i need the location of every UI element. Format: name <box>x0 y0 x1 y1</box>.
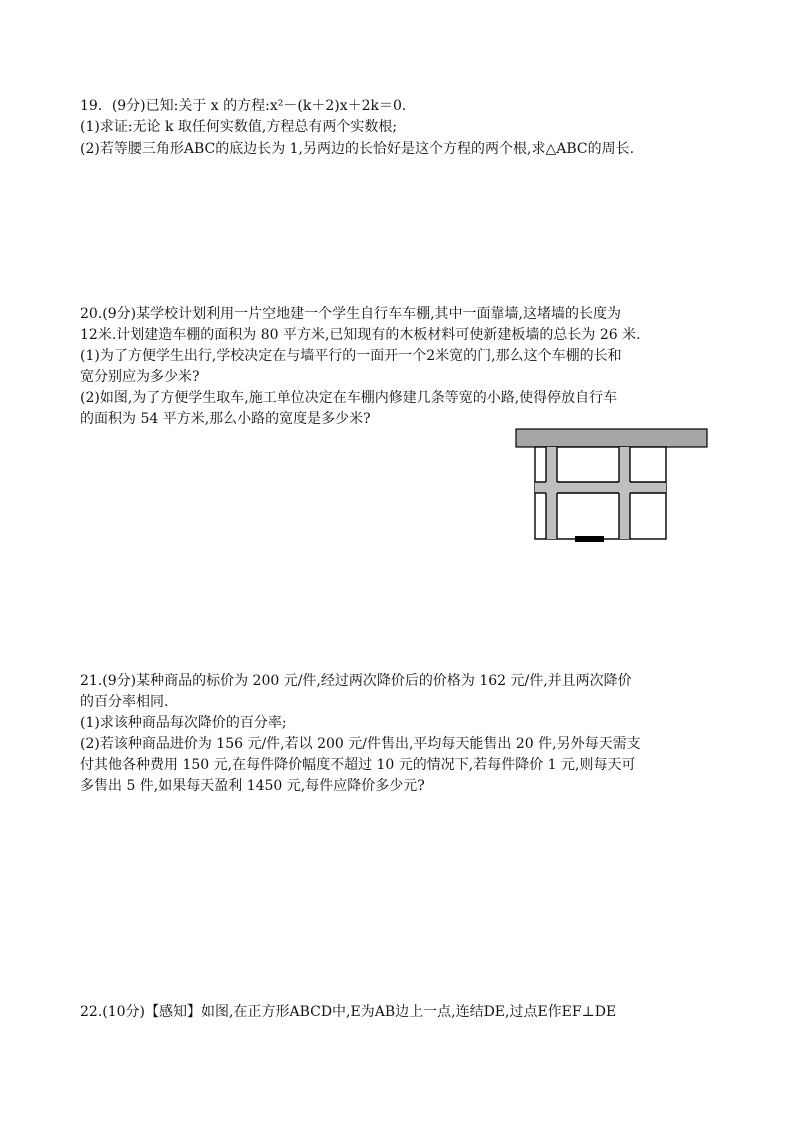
door-mark <box>575 536 604 542</box>
bike-shed-figure <box>515 428 709 544</box>
q21-line-3: (1)求该种商品每次降价的百分率; <box>80 715 287 731</box>
q21-line-5: 付其他各种费用 150 元,在每件降价幅度不超过 10 元的情况下,若每件降价 1 元,则每天可 <box>80 757 636 773</box>
q21-line-1: 21.(9分)某种商品的标价为 200 元/件,经过两次降价后的价格为 162 元/件,并且两次降价 <box>80 673 632 689</box>
q20-line-4: 宽分别应为多少米? <box>80 369 200 385</box>
q21-line-6: 多售出 5 件,如果每天盈利 1450 元,每件应降价多少元? <box>80 778 425 794</box>
q22-line-1: 22.(10分)【感知】如图,在正方形ABCD中,E为AB边上一点,连结DE,过点E作EF⊥DE <box>80 1004 617 1020</box>
q19-line-3: (2)若等腰三角形ABC的底边长为 1,另两边的长恰好是这个方程的两个根,求△ABC的周长. <box>80 141 635 157</box>
q21-line-2: 的百分率相同. <box>80 694 169 710</box>
q20-line-1: 20.(9分)某学校计划利用一片空地建一个学生自行车车棚,其中一面靠墙,这堵墙的长度为 <box>80 306 621 322</box>
q20-line-6: 的面积为 54 平方米,那么小路的宽度是多少米? <box>80 411 371 427</box>
q19-line-1: 19．(9分)已知:关于 x 的方程:x²－(k＋2)x＋2k＝0. <box>80 98 407 114</box>
wall-bar <box>516 429 707 447</box>
q19-line-2: (1)求证:无论 k 取任何实数值,方程总有两个实数根; <box>80 119 398 135</box>
q20-line-3: (1)为了方便学生出行,学校决定在与墙平行的一面开一个2米宽的门,那么这个车棚的长和 <box>80 348 622 364</box>
horizontal-path <box>535 482 666 493</box>
q21-line-4: (2)若该种商品进价为 156 元/件,若以 200 元/件售出,平均每天能售出 20 件,另外每天需支 <box>80 736 641 752</box>
q20-line-2: 12米.计划建造车棚的面积为 80 平方米,已知现有的木板材料可使新建板墙的总长为 26 米. <box>80 327 641 343</box>
q20-line-5: (2)如图,为了方便学生取车,施工单位决定在车棚内修建几条等宽的小路,使得停放自行车 <box>80 390 618 406</box>
